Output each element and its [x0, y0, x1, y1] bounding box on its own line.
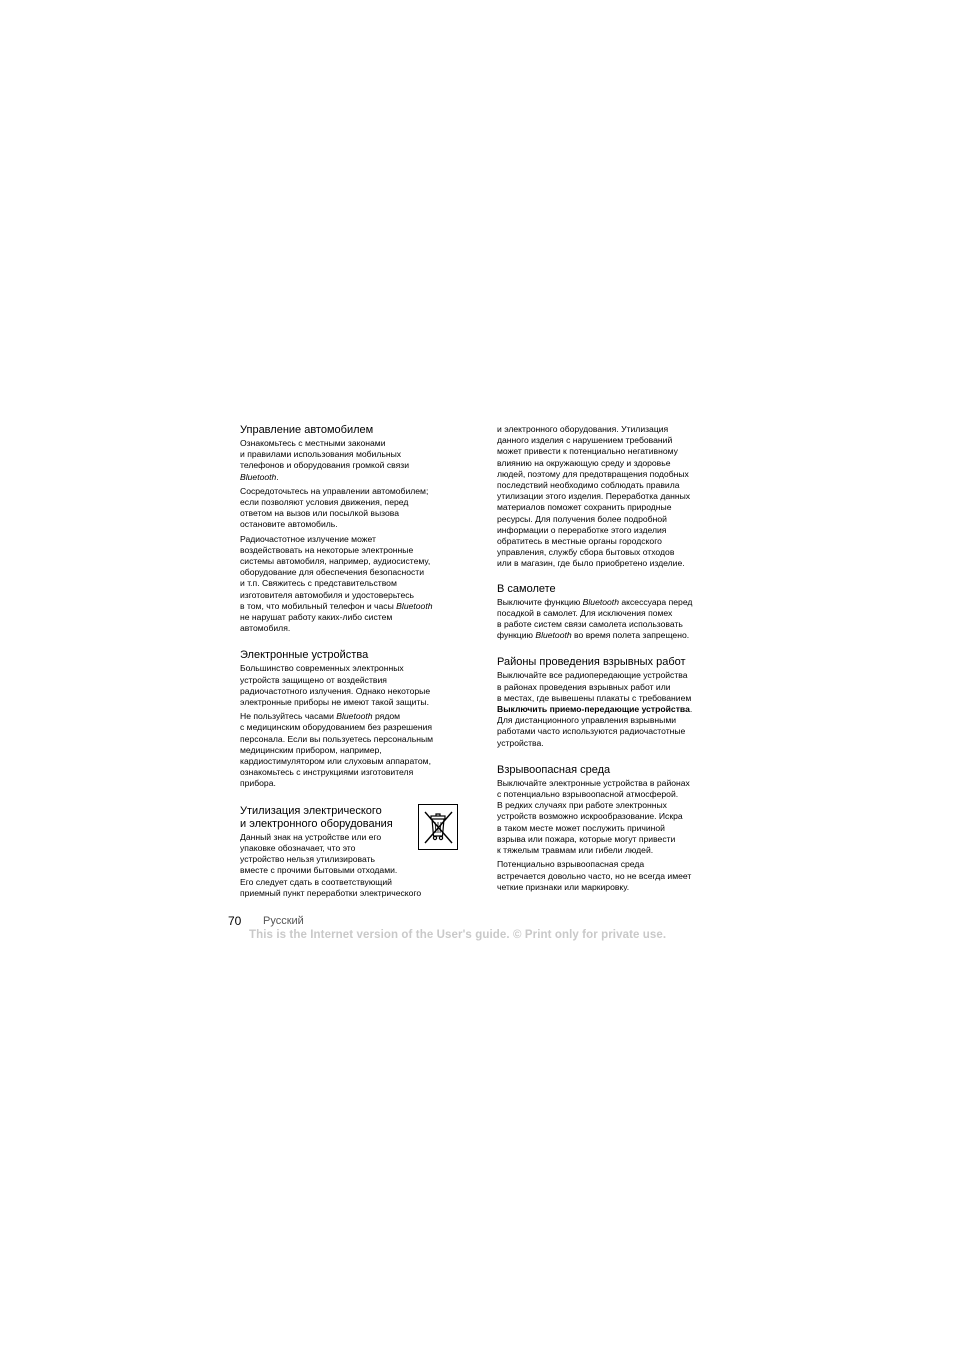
paragraph-airplane — [497, 597, 721, 642]
line: Его следует сдать в соответствующий — [240, 876, 392, 887]
line: взрыва или пожара, которые могут привести — [497, 833, 676, 844]
brand-term: Bluetooth — [396, 600, 433, 611]
line: в районах проведения взрывных работ или — [497, 681, 671, 692]
line: Радиочастотное излучение может — [240, 533, 376, 544]
brand-term: Bluetooth — [240, 471, 277, 482]
paragraph-electronics-1 — [240, 663, 462, 708]
line: вместе с прочими бытовыми отходами. — [240, 865, 398, 876]
heading-blasting: Районы проведения взрывных работ — [497, 656, 686, 669]
line: с потенциально взрывоопасной атмосферой. — [497, 789, 679, 800]
paragraph-electronics-2 — [240, 711, 462, 789]
line: в местах, где вывешены плакаты с требованием — [497, 692, 692, 703]
line: утилизации этого изделия. Переработка данных — [497, 491, 691, 502]
paragraph-explosive-2 — [497, 859, 721, 893]
line: и правилами использования мобильных — [240, 449, 402, 460]
line: работами часто используются радиочастотные — [497, 726, 686, 737]
line: во время полета запрещено. — [571, 630, 690, 641]
punct: . — [689, 704, 693, 715]
heading-explosive: Взрывоопасная среда — [497, 763, 611, 776]
line: телефонов и оборудования громкой связи — [240, 460, 410, 471]
line: прибора. — [240, 778, 276, 789]
line: приемный пункт переработки электрического — [240, 887, 422, 898]
line: материалов поможет сохранить природные — [497, 502, 672, 513]
line: информации о переработке этого изделия — [497, 524, 667, 535]
paragraph-explosive-1 — [497, 778, 721, 856]
line: медицинским прибором, например, — [240, 744, 382, 755]
line: к тяжелым травмам или гибели людей. — [497, 845, 654, 856]
line: Большинство современных электронных — [240, 663, 404, 674]
line: автомобиля. — [240, 623, 291, 634]
line: воздействовать на некоторые электронные — [240, 544, 414, 555]
line: четкие признаки или маркировку. — [497, 881, 630, 892]
line: если позволяют условия движения, перед — [240, 497, 409, 508]
line: может привести к потенциально негативному — [497, 446, 678, 457]
spacer — [240, 793, 462, 805]
line: Выключите функцию — [497, 596, 583, 607]
line: Выключайте электронные устройства в районах — [497, 777, 690, 788]
brand-term: Bluetooth — [582, 596, 619, 607]
line: изготовителя автомобиля и удостоверьтесь — [240, 589, 415, 600]
print-notice: This is the Internet version of the User's guide. © Print only for private use. — [249, 929, 667, 941]
line: последствий необходимо соблюдать правила — [497, 480, 680, 491]
spacer — [240, 637, 462, 649]
line: с медицинским оборудованием без разрешения — [240, 722, 433, 733]
line: устройство нельзя утилизировать — [240, 854, 375, 865]
line: остановите автомобиль. — [240, 519, 338, 530]
punct: . — [276, 471, 279, 482]
heading-airplane: В самолете — [497, 582, 556, 595]
line: устройств возможно искрообразование. Искра — [497, 811, 683, 822]
line: системы автомобиля, например, аудиосистему, — [240, 556, 431, 567]
line: Утилизация электрического — [240, 804, 382, 817]
line: рядом — [372, 711, 401, 722]
page-number: 70 — [228, 914, 242, 928]
line: Выключайте все радиопередающие устройства — [497, 670, 688, 681]
line: посадкой в самолет. Для исключения помех — [497, 607, 673, 618]
spacer — [497, 752, 721, 764]
line: Данный знак на устройстве или его — [240, 831, 382, 842]
line: радиочастотного излучения. Однако некоторые — [240, 685, 431, 696]
line: и электронного оборудования. Утилизация — [497, 424, 669, 434]
line: управления, службу сбора бытовых отходов — [497, 547, 675, 558]
line: Ознакомьтесь с местными законами — [240, 438, 386, 448]
line: оборудование для обеспечения безопасности — [240, 567, 425, 578]
line: и т.п. Свяжитесь с представительством — [240, 578, 397, 589]
line: Потенциально взрывоопасная среда — [497, 859, 645, 870]
line: В редких случаях при работе электронных — [497, 800, 667, 811]
line: ресурсы. Для получения более подробной — [497, 513, 667, 524]
paragraph-disposal-continued — [497, 424, 721, 570]
line: персонала. Если вы пользуетесь персональным — [240, 733, 434, 744]
line: в том, что мобильный телефон и часы — [240, 600, 397, 611]
line: Для дистанционного управления взрывными — [497, 715, 677, 726]
line: электронные приборы не имеют такой защиты. — [240, 697, 429, 708]
line: Сосредоточьтесь на управлении автомобилем; — [240, 485, 429, 496]
line: ознакомьтесь с инструкциями изготовителя — [240, 767, 414, 778]
line: устройства. — [497, 737, 544, 748]
line: упаковке обозначает, что это — [240, 842, 356, 853]
brand-term: Bluetooth — [535, 630, 572, 641]
paragraph-driving-rf — [240, 534, 462, 635]
line: или в магазин, где было приобретено изделие. — [497, 558, 685, 569]
spacer — [497, 573, 721, 583]
line: ответом на вызов или посылкой вызова — [240, 508, 399, 519]
spacer — [497, 644, 721, 656]
line: в работе систем связи самолета использовать — [497, 619, 683, 630]
page-language: Русский — [263, 915, 304, 927]
line: данного изделия с нарушением требований — [497, 435, 673, 446]
crossed-out-bin-icon — [418, 804, 458, 850]
paragraph-blasting — [497, 670, 721, 748]
heading-electronics: Электронные устройства — [240, 649, 369, 662]
heading-driving: Управление автомобилем — [240, 424, 374, 436]
right-column — [497, 424, 721, 896]
line: влиянию на окружающую среду и здоровье — [497, 457, 671, 468]
line: кардиостимулятором или слуховым аппаратом, — [240, 756, 431, 767]
line: Не пользуйтесь часами — [240, 711, 337, 722]
line: устройств защищено от воздействия — [240, 674, 387, 685]
line: не нарушат работу каких-либо систем — [240, 612, 393, 623]
brand-term: Bluetooth — [336, 711, 373, 722]
line: аксессуара перед — [618, 596, 693, 607]
left-column — [240, 424, 462, 902]
line: функцию — [497, 630, 536, 641]
line: встречается довольно часто, но не всегда имеет — [497, 870, 692, 881]
line: людей, поэтому для предотвращения подобных — [497, 468, 689, 479]
line: обратитесь в местные органы городского — [497, 536, 662, 547]
line: и электронного оборудования — [240, 817, 393, 830]
warning-phrase: Выключить приемо-передающие устройства — [497, 704, 690, 715]
line: в таком месте может послужить причиной — [497, 822, 665, 833]
paragraph-driving-laws — [240, 438, 462, 483]
paragraph-driving-focus — [240, 486, 462, 531]
